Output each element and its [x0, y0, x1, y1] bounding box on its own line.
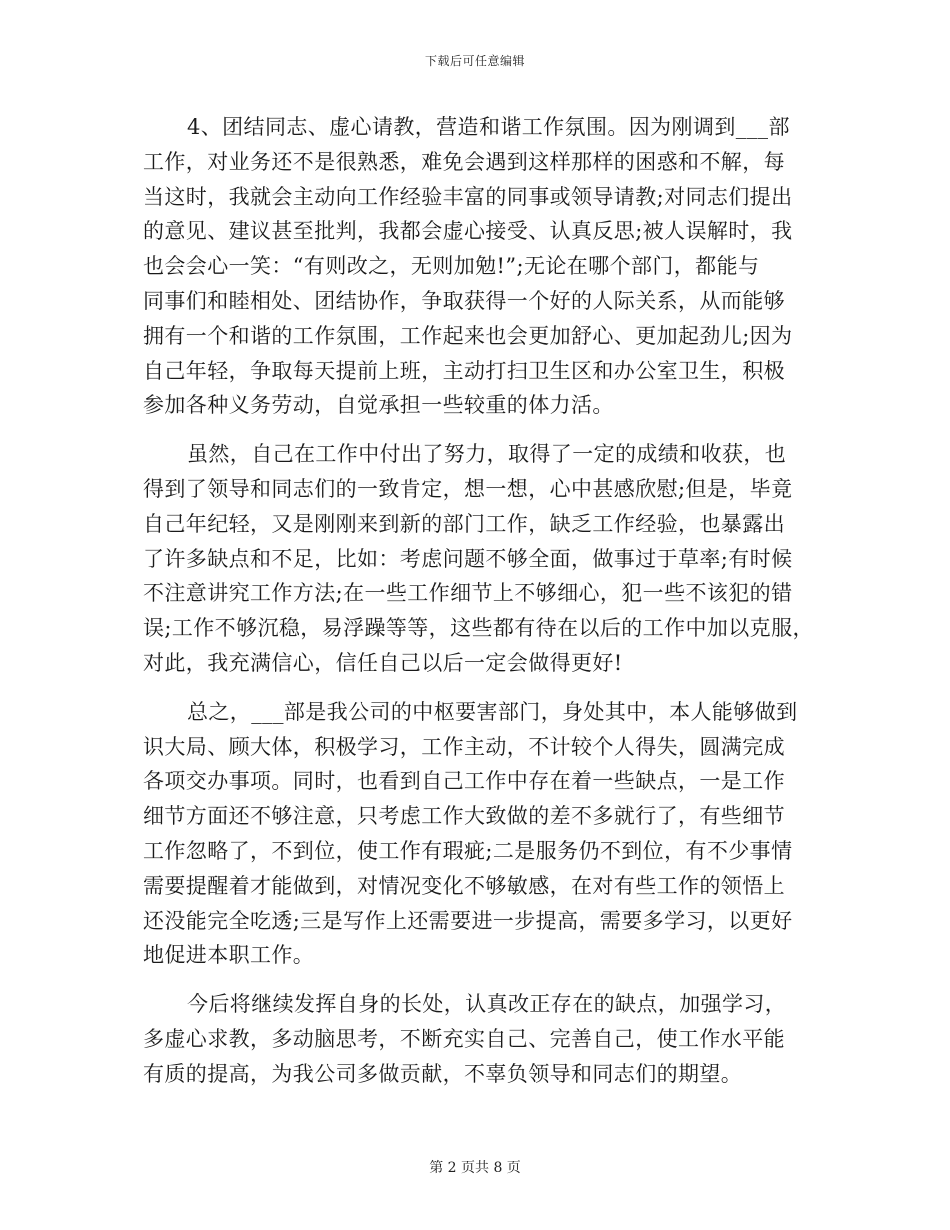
text-line: 虽然，自己在工作中付出了努力，取得了一定的成绩和收获，也 [187, 442, 787, 467]
paragraph-2 [143, 437, 819, 681]
text-line: 误;工作不够沉稳，易浮躁等等，这些都有待在以后的工作中加以克服， [143, 616, 814, 641]
text-line: 自己年纪轻，又是刚刚来到新的部门工作，缺乏工作经验，也暴露出 [143, 511, 785, 536]
text-line: 总之，___部是我公司的中枢要害部门，身处其中，本人能够做到 [187, 699, 798, 724]
text-line: 不注意讲究工作方法;在一些工作细节上不够细心，犯一些不该犯的错 [143, 581, 793, 606]
text-line: 工作忽略了，不到位，使工作有瑕疵;二是服务仍不到位，有不少事情 [143, 838, 793, 863]
page-header-note: 下载后可任意编辑 [424, 54, 525, 68]
text-line: 参加各种义务劳动，自觉承担一些较重的体力活。 [143, 393, 614, 418]
text-line: 得到了领导和同志们的一致肯定，想一想，心中甚感欣慰;但是，毕竟 [143, 476, 793, 501]
paragraph-3 [143, 695, 819, 973]
text-line: 细节方面还不够注意，只考虑工作大致做的差不多就行了，有些细节 [143, 804, 785, 829]
text-line: 今后将继续发挥自身的长处，认真改正存在的缺点，加强学习， [187, 992, 787, 1017]
text-line: 有质的提高，为我公司多做贡献，不辜负领导和同志们的期望。 [143, 1061, 743, 1086]
text-line: 需要提醒着才能做到，对情况变化不够敏感，在对有些工作的领悟上 [143, 873, 785, 898]
text-line: 4、团结同志、虚心请教，营造和谐工作氛围。因为刚调到___部 [187, 115, 790, 139]
text-line: 地促进本职工作。 [143, 943, 315, 968]
paragraph-1 [143, 110, 819, 423]
text-line: 多虚心求教，多动脑思考，不断充实自己、完善自己，使工作水平能 [143, 1026, 785, 1051]
text-line: 自己年轻，争取每天提前上班，主动打扫卫生区和办公室卫生，积极 [143, 358, 785, 383]
text-line: 识大局、顾大体，积极学习，工作主动，不计较个人得失，圆满完成 [143, 734, 785, 759]
text-line: 拥有一个和谐的工作氛围，工作起来也会更加舒心、更加起劲儿;因为 [143, 323, 793, 348]
text-line: 工作，对业务还不是很熟悉，难免会遇到这样那样的困惑和不解，每 [143, 149, 785, 174]
paragraph-4 [143, 987, 819, 1091]
page-number: 第 2 页共 8 页 [429, 1160, 521, 1176]
text-line: 还没能完全吃透;三是写作上还需要进一步提高，需要多学习，以更好 [143, 908, 793, 933]
text-line: 对此，我充满信心，信任自己以后一定会做得更好! [143, 650, 623, 675]
text-line: 同事们和睦相处、团结协作，争取获得一个好的人际关系，从而能够 [143, 288, 785, 313]
text-line: 各项交办事项。同时，也看到自己工作中存在着一些缺点，一是工作 [143, 769, 785, 794]
text-line: 也会会心一笑：“有则改之，无则加勉!”;无论在哪个部门，都能与 [143, 254, 760, 279]
text-line: 了许多缺点和不足，比如：考虑问题不够全面，做事过于草率;有时候 [143, 546, 793, 571]
document-body [143, 110, 819, 1092]
text-line: 的意见、建议甚至批判，我都会虚心接受、认真反思;被人误解时，我 [143, 219, 793, 244]
text-line: 当这时，我就会主动向工作经验丰富的同事或领导请教;对同志们提出 [143, 184, 793, 209]
